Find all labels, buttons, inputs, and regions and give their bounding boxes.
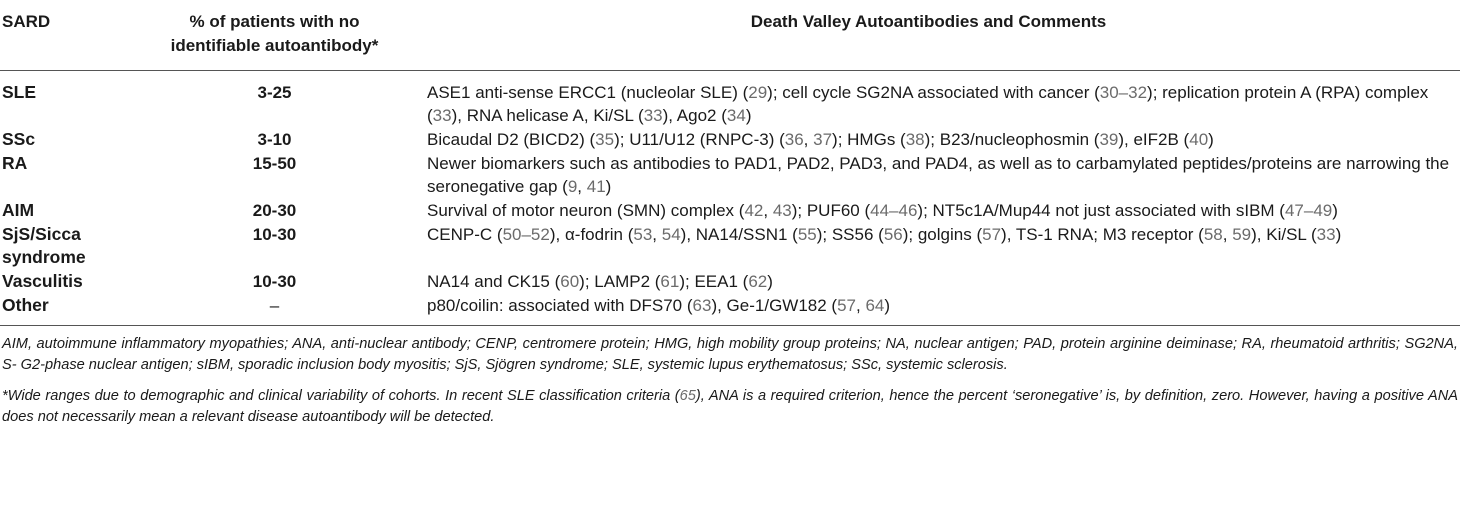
footnote-text: ), ANA is a required criterion, hence the percent ‘seronegative’ is, by definition, zero. However, having a positive ANA does not necessarily mean a relevant disease autoantibody will be detected. bbox=[2, 388, 1458, 425]
comment-text: ), α-fodrin ( bbox=[549, 225, 634, 244]
reference-link[interactable]: 65 bbox=[679, 388, 696, 404]
reference-link[interactable]: 37 bbox=[813, 130, 833, 149]
comment-text: ); SS56 ( bbox=[816, 225, 884, 244]
comment-text: p80/coilin: associated with DFS70 ( bbox=[427, 296, 693, 315]
comment-text: NA14 and CK15 ( bbox=[427, 272, 561, 291]
sard-cell: Other bbox=[2, 295, 49, 315]
table-row bbox=[0, 71, 1460, 129]
reference-link[interactable]: 50–52 bbox=[502, 225, 550, 244]
header-sard: SARD bbox=[0, 0, 152, 71]
comment-text: , bbox=[577, 177, 587, 196]
reference-link[interactable]: 60 bbox=[560, 272, 580, 291]
percent-cell: 10-30 bbox=[252, 225, 297, 244]
reference-link[interactable]: 33 bbox=[1316, 225, 1336, 244]
comment-text: , bbox=[856, 296, 866, 315]
table-row bbox=[0, 223, 1460, 270]
comment-text: ), Ge-1/GW182 ( bbox=[711, 296, 838, 315]
comment-cell bbox=[397, 223, 1460, 270]
comment-text: ), NA14/SSN1 ( bbox=[680, 225, 798, 244]
reference-link[interactable]: 33 bbox=[643, 106, 663, 125]
table-row bbox=[0, 199, 1460, 223]
comment-text: Bicaudal D2 (BICD2) ( bbox=[427, 130, 596, 149]
reference-link[interactable]: 40 bbox=[1189, 130, 1209, 149]
reference-link[interactable]: 64 bbox=[865, 296, 885, 315]
reference-link[interactable]: 39 bbox=[1099, 130, 1119, 149]
comment-text: ) bbox=[1335, 225, 1342, 244]
table-notes bbox=[0, 326, 1460, 428]
comment-text: ) bbox=[884, 296, 891, 315]
comment-cell bbox=[397, 270, 1460, 294]
reference-link[interactable]: 30–32 bbox=[1099, 83, 1148, 102]
reference-link[interactable]: 29 bbox=[748, 83, 768, 102]
reference-link[interactable]: 9 bbox=[567, 177, 578, 196]
comment-text: ), eIF2B ( bbox=[1118, 130, 1190, 149]
comment-text: ) bbox=[745, 106, 752, 125]
percent-cell: 10-30 bbox=[252, 272, 297, 291]
table-row bbox=[0, 294, 1460, 325]
sard-cell: SSc bbox=[2, 129, 36, 149]
reference-link[interactable]: 35 bbox=[595, 130, 615, 149]
comment-text: ); LAMP2 ( bbox=[579, 272, 661, 291]
header-percent-no-autoantibody bbox=[152, 0, 397, 71]
comment-text: ); U11/U12 (RNPC-3) ( bbox=[614, 130, 785, 149]
reference-link[interactable]: 63 bbox=[692, 296, 712, 315]
comment-text: ); PUF60 ( bbox=[791, 201, 871, 220]
sard-cell: SjS/Sicca syndrome bbox=[2, 224, 86, 267]
comment-text: ), Ki/SL ( bbox=[1251, 225, 1317, 244]
sard-cell: RA bbox=[2, 153, 28, 173]
reference-link[interactable]: 57 bbox=[837, 296, 857, 315]
reference-link[interactable]: 43 bbox=[772, 201, 792, 220]
reference-link[interactable]: 54 bbox=[661, 225, 681, 244]
reference-link[interactable]: 34 bbox=[726, 106, 746, 125]
percent-cell: 15-50 bbox=[252, 154, 297, 173]
reference-link[interactable]: 59 bbox=[1232, 225, 1252, 244]
percent-cell: 20-30 bbox=[252, 201, 297, 220]
comment-text: ), TS-1 RNA; M3 receptor ( bbox=[1001, 225, 1204, 244]
reference-link[interactable]: 55 bbox=[797, 225, 817, 244]
comment-text: ) bbox=[767, 272, 773, 291]
comment-text: ), RNA helicase A, Ki/SL ( bbox=[451, 106, 644, 125]
comment-text: ) bbox=[1332, 201, 1338, 220]
comment-cell bbox=[397, 128, 1460, 152]
comment-text: ); cell cycle SG2NA associated with cancer ( bbox=[767, 83, 1100, 102]
reference-link[interactable]: 44–46 bbox=[870, 201, 918, 220]
comment-text: ); replication protein A (RPA) complex ( bbox=[427, 83, 1429, 125]
header-percent-line1: % of patients with no bbox=[189, 12, 360, 31]
reference-link[interactable]: 47–49 bbox=[1284, 201, 1333, 220]
sard-cell: AIM bbox=[2, 200, 35, 220]
footnote-text: *Wide ranges due to demographic and clinical variability of cohorts. In recent SLE classification criteria ( bbox=[2, 388, 680, 404]
sard-cell: Vasculitis bbox=[2, 271, 83, 291]
percent-cell: – bbox=[269, 296, 280, 315]
comment-text: ASE1 anti-sense ERCC1 (nucleolar SLE) ( bbox=[427, 83, 749, 102]
reference-link[interactable]: 53 bbox=[633, 225, 653, 244]
reference-link[interactable]: 41 bbox=[586, 177, 606, 196]
reference-link[interactable]: 62 bbox=[748, 272, 768, 291]
comment-text: ) bbox=[605, 177, 612, 196]
comment-text: ), Ago2 ( bbox=[662, 106, 727, 125]
table-header bbox=[0, 0, 1460, 71]
comment-cell bbox=[397, 71, 1460, 129]
comment-text: ) bbox=[1208, 130, 1214, 149]
comment-cell bbox=[397, 199, 1460, 223]
sard-cell: SLE bbox=[2, 82, 37, 102]
reference-link[interactable]: 36 bbox=[784, 130, 804, 149]
reference-link[interactable]: 33 bbox=[432, 106, 452, 125]
header-death-valley-autoantibodies: Death Valley Autoantibodies and Comments bbox=[397, 0, 1460, 71]
comment-text: ); EEA1 ( bbox=[679, 272, 749, 291]
abbreviations-note: AIM, autoimmune inflammatory myopathies; ANA, anti-nuclear antibody; CENP, centromere protein; HMG, high mobility group proteins; NA, nuclear antigen; PAD, protein arginine deiminase; RA, rheumatoid arthritis; SG2NA, S- G2-phase nuclear antigen; sIBM, sporadic inclusion body myositis; SjS, Sjögren syndrome; SLE, systemic lupus erythematosus; SSc, systemic sclerosis. bbox=[2, 336, 1458, 373]
comment-text: ); golgins ( bbox=[902, 225, 983, 244]
comment-text: , bbox=[652, 225, 662, 244]
reference-link[interactable]: 61 bbox=[660, 272, 680, 291]
reference-link[interactable]: 56 bbox=[883, 225, 903, 244]
table-body bbox=[0, 71, 1460, 326]
reference-link[interactable]: 58 bbox=[1203, 225, 1223, 244]
header-percent-line2: identifiable autoantibody* bbox=[170, 36, 379, 55]
comment-cell bbox=[397, 152, 1460, 199]
comment-text: ); B23/nucleophosmin ( bbox=[924, 130, 1100, 149]
percent-cell: 3-25 bbox=[257, 83, 292, 102]
footnote bbox=[2, 386, 1458, 428]
table-row bbox=[0, 128, 1460, 152]
comment-text: , bbox=[763, 201, 773, 220]
comment-text: Survival of motor neuron (SMN) complex ( bbox=[427, 201, 745, 220]
reference-link[interactable]: 38 bbox=[905, 130, 925, 149]
comment-text: , bbox=[1222, 225, 1233, 244]
table-row bbox=[0, 270, 1460, 294]
comment-text: ); HMGs ( bbox=[832, 130, 906, 149]
comment-text: ); NT5c1A/Mup44 not just associated with sIBM ( bbox=[917, 201, 1285, 220]
table-row bbox=[0, 152, 1460, 199]
comment-text: Newer biomarkers such as antibodies to PAD1, PAD2, PAD3, and PAD4, as well as to carbamylated peptides/proteins are narrowing the seronegative gap ( bbox=[427, 154, 1450, 196]
comment-cell bbox=[397, 294, 1460, 325]
comment-text: , bbox=[803, 130, 814, 149]
reference-link[interactable]: 57 bbox=[982, 225, 1002, 244]
percent-cell: 3-10 bbox=[257, 130, 292, 149]
reference-link[interactable]: 42 bbox=[744, 201, 764, 220]
comment-text: CENP-C ( bbox=[427, 225, 503, 244]
